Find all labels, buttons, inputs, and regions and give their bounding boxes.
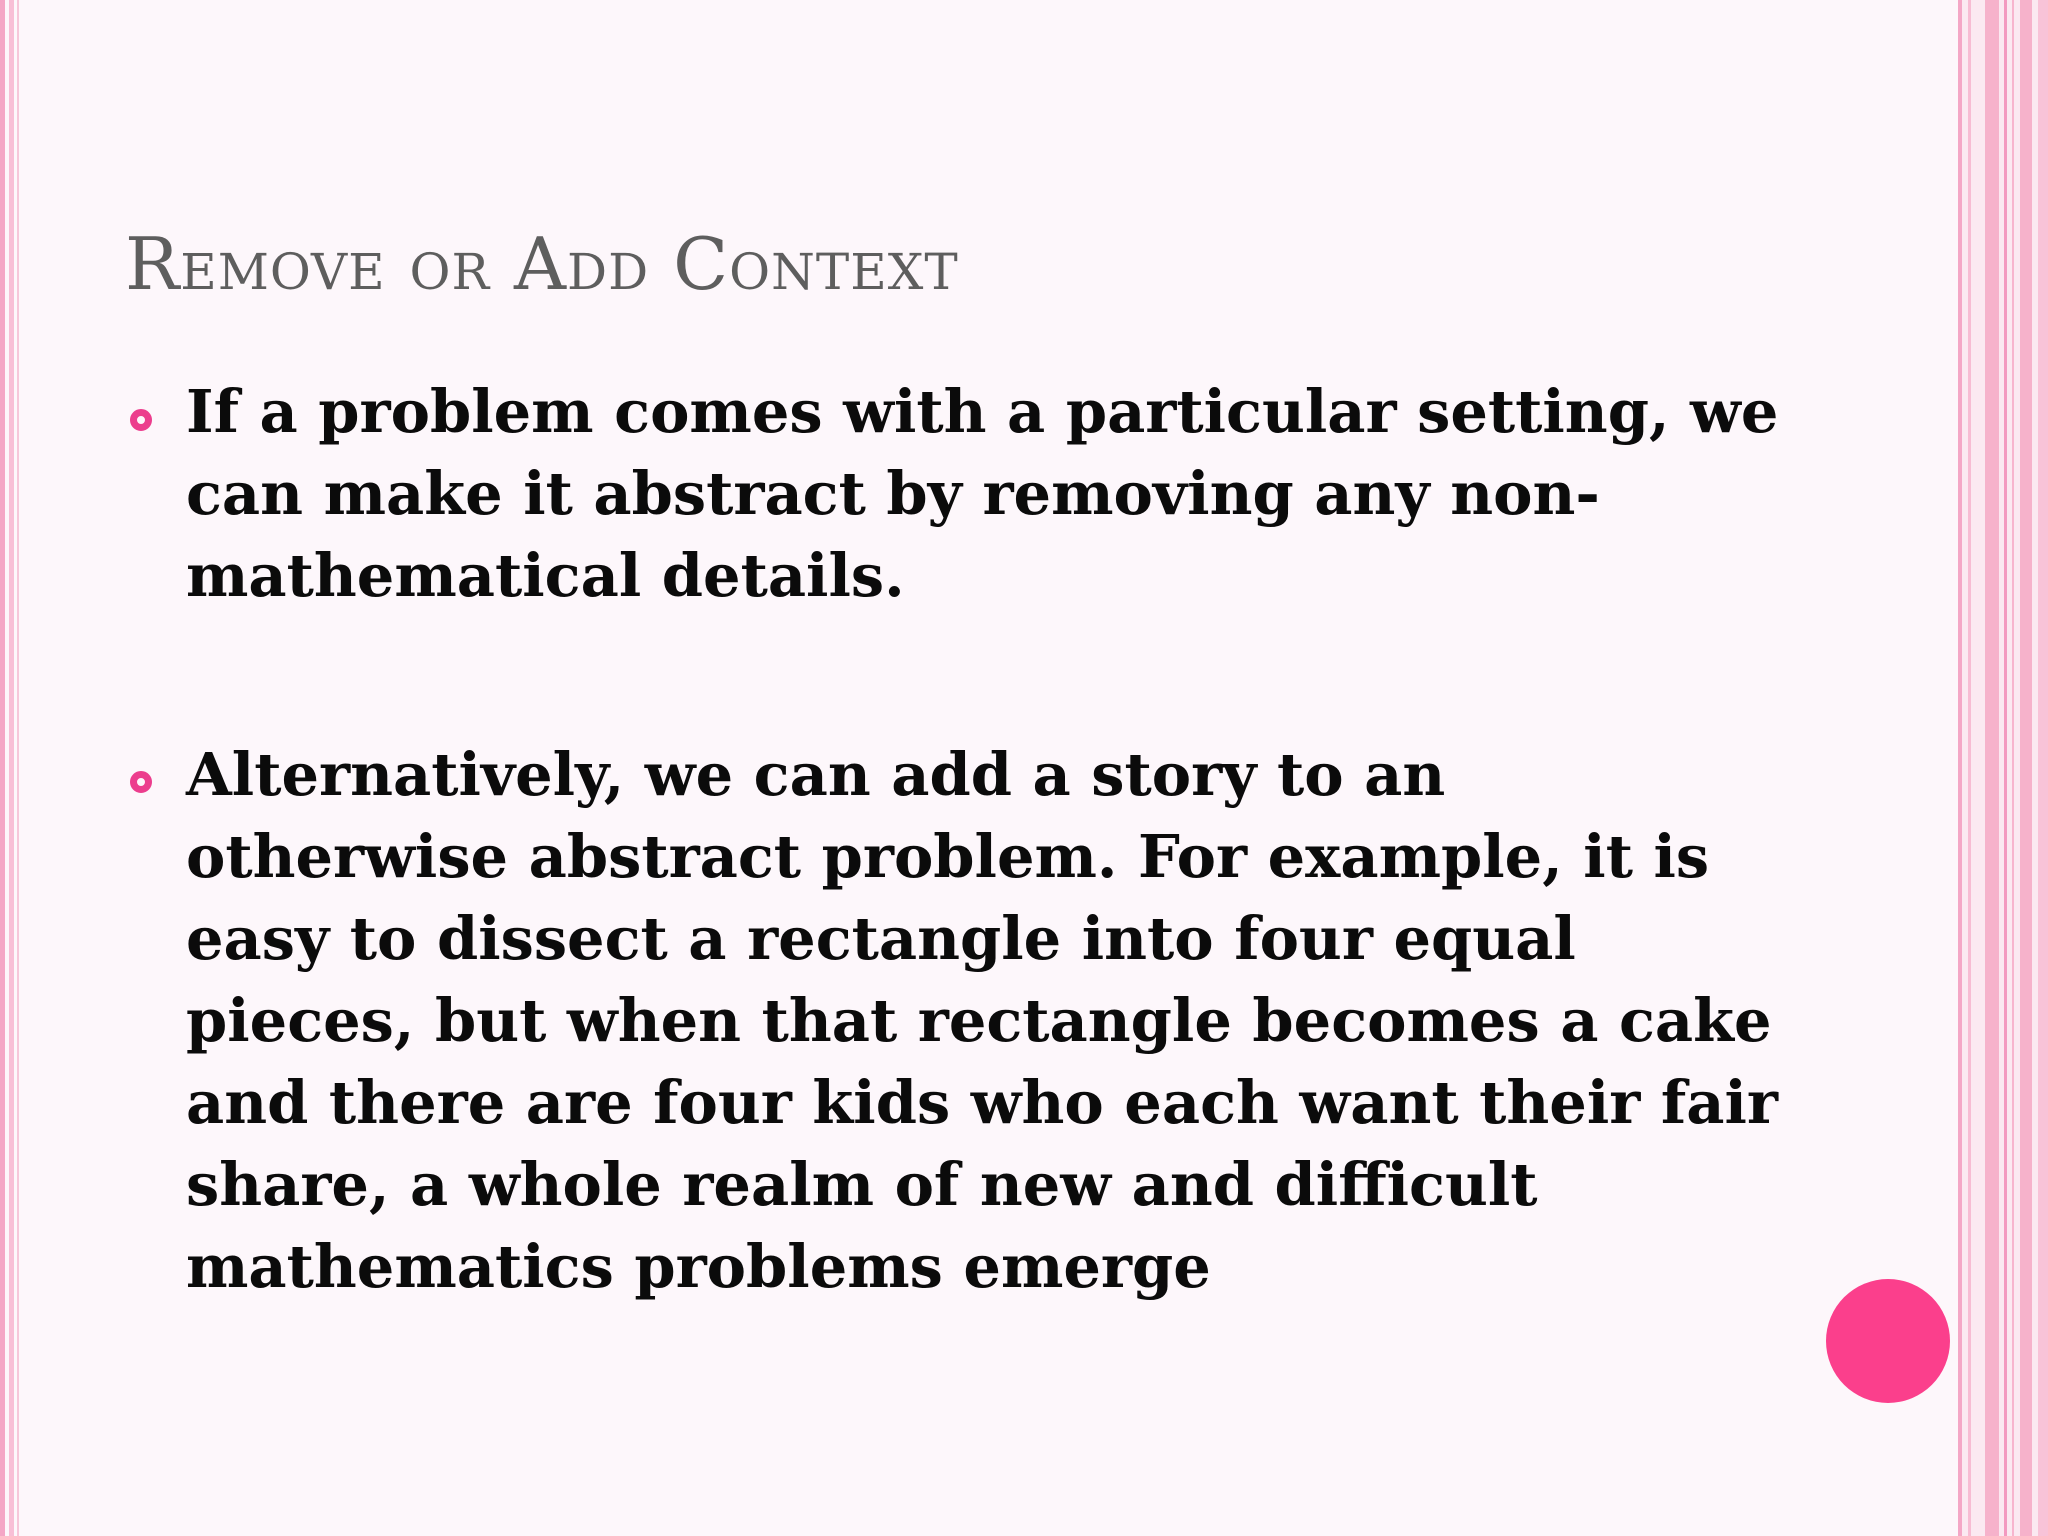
right-border-stripe bbox=[2020, 0, 2032, 1536]
bullet-ring-icon bbox=[130, 771, 152, 793]
left-border-stripe bbox=[9, 0, 14, 1536]
decorative-circle bbox=[1826, 1279, 1950, 1403]
bullet-text: Alternatively, we can add a story to an otherwise abstract problem. For example, it is easy to dissect a rectangle into four equal pieces, but when that rectangle becomes a cake and there are four kids who each want their fair share, a whole realm of new and difficult mathematics problems emerge bbox=[186, 740, 1778, 1301]
bullet-ring-icon bbox=[130, 409, 152, 431]
right-border-stripe bbox=[2012, 0, 2014, 1536]
right-border-band bbox=[1958, 0, 2048, 1536]
right-border-stripe bbox=[1985, 0, 1999, 1536]
right-border-stripe bbox=[2004, 0, 2007, 1536]
right-border-stripe bbox=[1958, 0, 1962, 1536]
bullet-text: If a problem comes with a particular setting, we can make it abstract by removing any non-mathematical details. bbox=[186, 377, 1779, 610]
right-border-stripe bbox=[2038, 0, 2048, 1536]
left-border-stripe bbox=[17, 0, 19, 1536]
right-border-stripe bbox=[1968, 0, 1971, 1536]
left-border-stripe bbox=[0, 0, 5, 1536]
slide-title: Remove or Add Context bbox=[125, 222, 959, 306]
